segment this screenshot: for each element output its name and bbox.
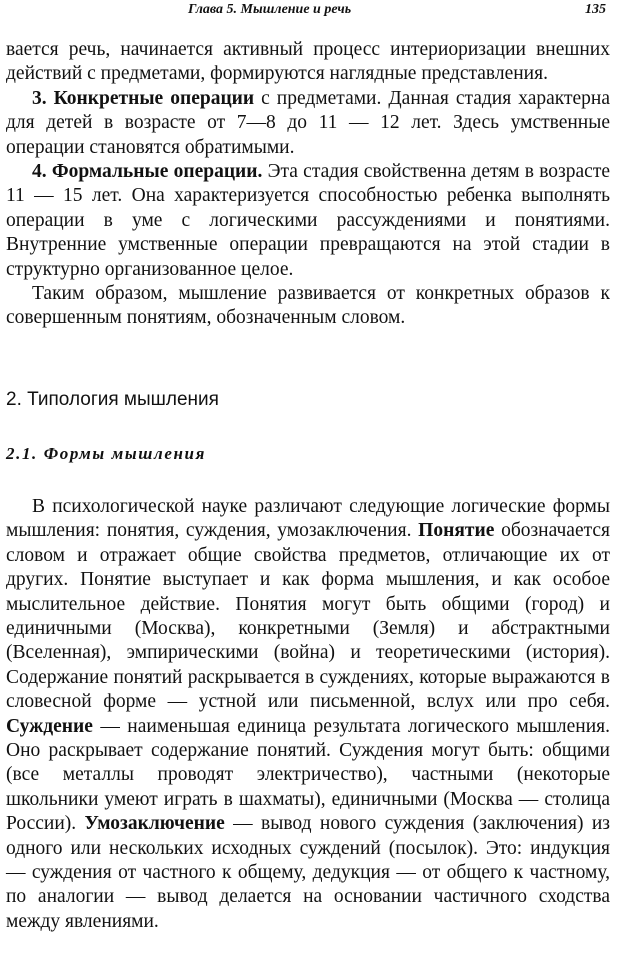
forms-text-3: — наименьшая единица результата логического мышления. Оно раскрывает содержание понятий. Суждения могут быть: общими (все металлы проводят электричество), частными (некоторые школьники умеют играть в шахматы), единичными (Москва — столица России). (6, 715, 610, 835)
term-concept: Понятие (418, 520, 495, 542)
stage4-paragraph (6, 160, 610, 282)
page-body (6, 38, 610, 934)
forms-text-2: обозначается словом и отражает общие свойства предметов, отличающие их от других. Понятие выступает и как форма мышления, и как особое мыслительное действие. Понятия могут быть общими (город) и единичными (Москва), конкретными (Земля) и абстрактными (Вселенная), эмпирическими (война) и теоретическими (история). Содержание понятий раскрывается в суждениях, которые выражаются в словесной форме — устной или письменной, вслух или про себя. (6, 520, 610, 713)
subsection-heading: 2.1. Формы мышления (6, 443, 206, 463)
stage4-text: Эта стадия свойственна детям в возрасте 11 — 15 лет. Она характеризуется способностью ребенка выполнять операции в уме с логическими рассуждениями и понятиями. Внутренние умственные операции превращаются на этой стадии в структурно организованное целое. (6, 161, 610, 280)
chapter-title: Глава 5. Мышление и речь (188, 2, 352, 17)
forms-text-1: В психологической науке различают следующие логические формы мышления: понятия, суждения, умозаключения. (6, 495, 610, 542)
forms-paragraph (6, 495, 610, 934)
stage4-term: 4. Формальные операции. (32, 161, 263, 183)
term-inference: Умозаключение (84, 813, 225, 835)
stage3-paragraph (6, 87, 610, 160)
section-heading: 2. Типология мышления (6, 388, 219, 410)
running-header (0, 0, 620, 24)
forms-section-body (6, 495, 610, 934)
continuation-paragraph: вается речь, начинается активный процесс интериоризации внешних действий с предметами, формируются наглядные представления. (6, 39, 610, 85)
stage3-term: 3. Конкретные операции (32, 87, 255, 109)
conclusion-paragraph: Таким образом, мышление развивается от конкретных образов к совершенным понятиям, обозначенным словом. (6, 283, 610, 329)
stage3-text: с предметами. Данная стадия характерна для детей в возрасте от 7—8 до 11 — 12 лет. Здесь умственные операции становятся обратимыми. (6, 87, 611, 158)
term-judgment: Суждение (6, 715, 93, 737)
forms-text-4: — вывод нового суждения (заключения) из одного или нескольких исходных суждений (посылок). Это: индукция — суждения от частного к общему, дедукция — от общего к частному, по аналогии — вывод делается на основании частичного сходства между явлениями. (6, 813, 610, 932)
page-number: 135 (585, 2, 606, 17)
